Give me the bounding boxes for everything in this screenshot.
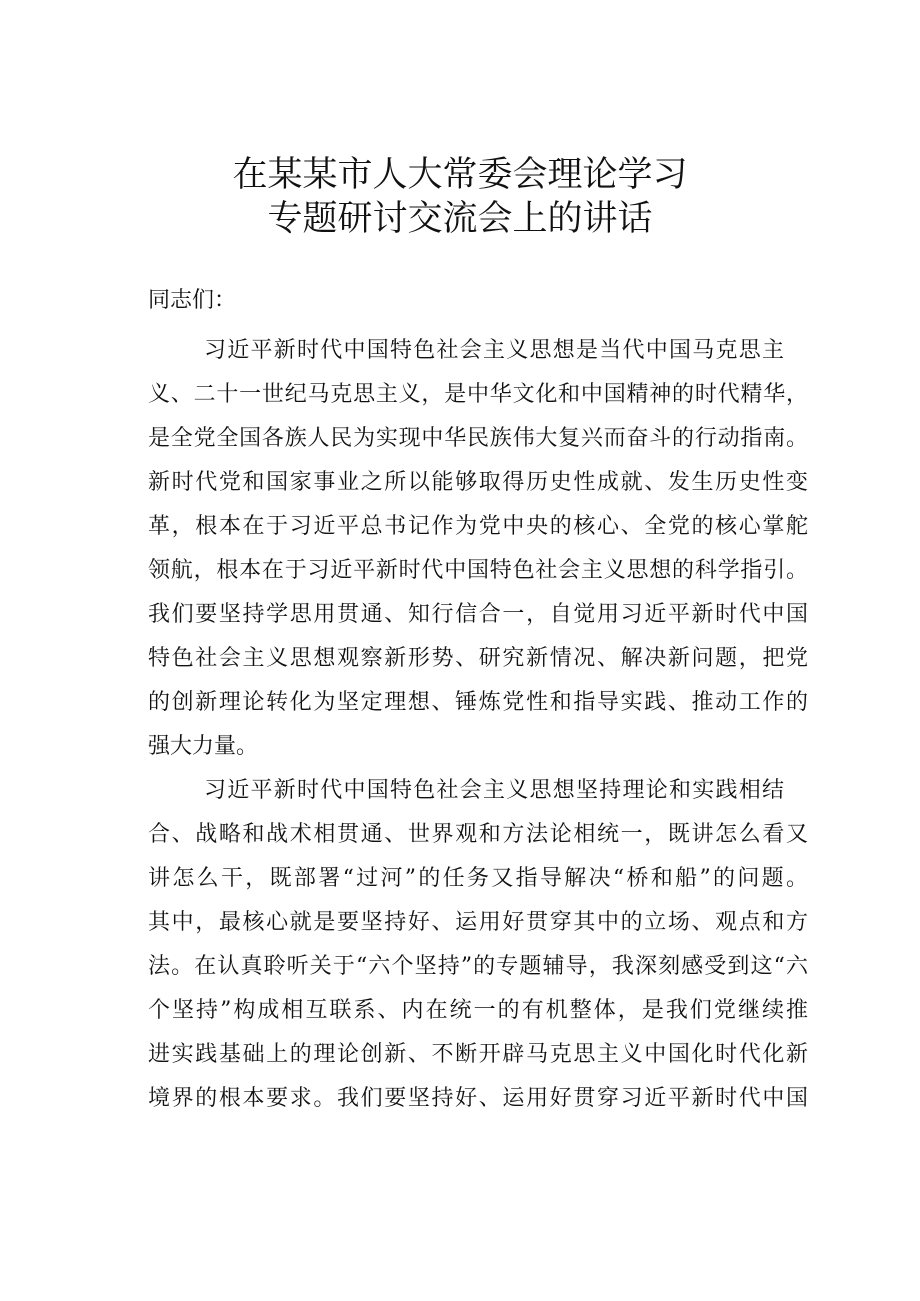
paragraph-1-line-6: 领航，根本在于习近平新时代中国特色社会主义思想的科学指引。 (148, 558, 808, 583)
paragraph-1-line-1: 习近平新时代中国特色社会主义思想是当代中国马克思主 (204, 338, 784, 363)
paragraph-1-line-3: 是全党全国各族人民为实现中华民族伟大复兴而奋斗的行动指南。 (148, 426, 808, 451)
greeting: 同志们： (148, 288, 237, 313)
paragraph-1-line-2: 义、二十一世纪马克思主义，是中华文化和中国精神的时代精华， (148, 382, 808, 407)
paragraph-2-line-7: 进实践基础上的理论创新、不断开辟马克思主义中国化时代化新 (148, 1042, 808, 1067)
title-line-2: 专题研讨交流会上的讲话 (267, 199, 653, 239)
paragraph-1-line-5: 革，根本在于习近平总书记作为党中央的核心、全党的核心掌舵 (148, 514, 808, 539)
paragraph-2-line-3: 讲怎么干，既部署“过河”的任务又指导解决“桥和船”的问题。 (148, 866, 808, 891)
paragraph-2-line-1: 习近平新时代中国特色社会主义思想坚持理论和实践相结 (204, 778, 784, 803)
paragraph-2-line-6: 个坚持”构成相互联系、内在统一的有机整体，是我们党继续推 (148, 998, 808, 1023)
title-line-1: 在某某市人大常委会理论学习 (232, 155, 688, 195)
paragraph-1-line-10: 强大力量。 (148, 734, 259, 759)
paragraph-1-line-8: 特色社会主义思想观察新形势、研究新情况、解决新问题，把党 (148, 646, 808, 671)
paragraph-2-line-4: 其中，最核心就是要坚持好、运用好贯穿其中的立场、观点和方 (148, 910, 808, 935)
paragraph-1-line-4: 新时代党和国家事业之所以能够取得历史性成就、发生历史性变 (148, 470, 808, 495)
paragraph-2-line-5: 法。在认真聆听关于“六个坚持”的专题辅导，我深刻感受到这“六 (148, 954, 808, 979)
paragraph-1-line-9: 的创新理论转化为坚定理想、锤炼党性和指导实践、推动工作的 (148, 690, 808, 715)
paragraph-2-line-8: 境界的根本要求。我们要坚持好、运用好贯穿习近平新时代中国 (148, 1086, 808, 1111)
paragraph-2-line-2: 合、战略和战术相贯通、世界观和方法论相统一，既讲怎么看又 (148, 822, 808, 847)
paragraph-1-line-7: 我们要坚持学思用贯通、知行信合一，自觉用习近平新时代中国 (148, 602, 808, 627)
